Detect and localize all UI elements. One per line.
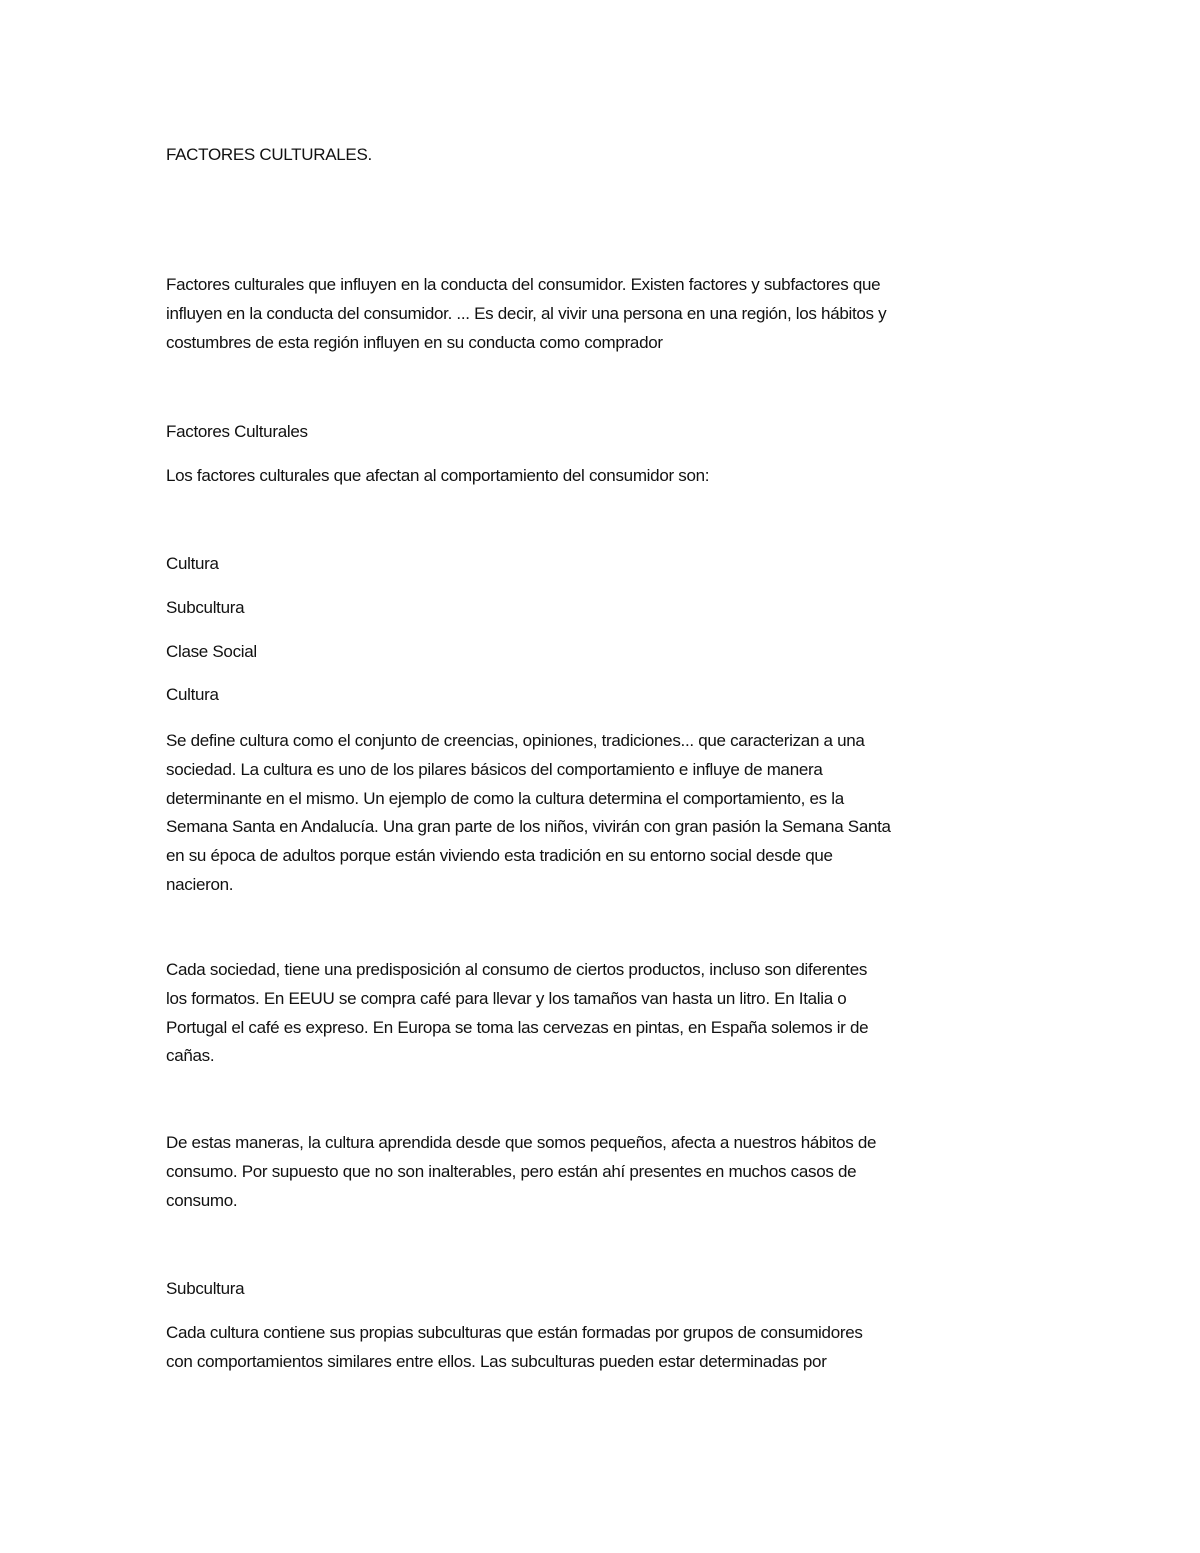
cultura-paragraph-3 [166, 1129, 1046, 1215]
text-line: los formatos. En EEUU se compra café para llevar y los tamaños van hasta un litro. En Italia o [166, 988, 847, 1008]
heading-subcultura [166, 1275, 1046, 1304]
text-line: consumo. Por supuesto que no son inalterables, pero están ahí presentes en muchos casos de [166, 1161, 857, 1181]
text-line: en su época de adultos porque están viviendo esta tradición en su entorno social desde que [166, 846, 833, 866]
text-line: Semana Santa en Andalucía. Una gran parte de los niños, vivirán con gran pasión la Semana Santa [166, 817, 891, 837]
subcultura-paragraph-1 [166, 1319, 1046, 1377]
text-line: De estas maneras, la cultura aprendida desde que somos pequeños, afecta a nuestros hábitos de [166, 1133, 877, 1152]
heading-text: Subcultura [166, 1279, 245, 1298]
text-line: determinante en el mismo. Un ejemplo de como la cultura determina el comportamiento, es la [166, 788, 844, 808]
heading-text: Factores Culturales [166, 422, 308, 441]
text-line: Cada sociedad, tiene una predisposición al consumo de ciertos productos, incluso son diferentes [166, 960, 868, 979]
cultura-paragraph-2 [166, 956, 1046, 1071]
list-item-subcultura [166, 594, 1046, 623]
text-line: Cada cultura contiene sus propias subculturas que están formadas por grupos de consumidores [166, 1323, 863, 1342]
text-line: Se define cultura como el conjunto de creencias, opiniones, tradiciones... que caracterizan a una [166, 731, 865, 750]
heading-cultura [166, 681, 1046, 710]
text-line: consumo. [166, 1190, 238, 1210]
text-line: influyen en la conducta del consumidor. ... Es decir, al vivir una persona en una región, los hábitos y [166, 303, 887, 323]
lead-paragraph [166, 462, 1046, 491]
title-text: FACTORES CULTURALES. [166, 145, 372, 164]
intro-paragraph [166, 271, 1046, 357]
text-line: costumbres de esta región influyen en su conducta como comprador [166, 332, 663, 352]
document-title [166, 141, 1046, 170]
text-line: Factores culturales que influyen en la conducta del consumidor. Existen factores y subfactores que [166, 275, 881, 294]
text-line: Portugal el café es expreso. En Europa se toma las cervezas en pintas, en España solemos ir de [166, 1017, 869, 1037]
cultura-paragraph-1 [166, 727, 1046, 900]
text-line: nacieron. [166, 874, 234, 894]
text-line: Los factores culturales que afectan al comportamiento del consumidor son: [166, 466, 710, 485]
list-item-cultura [166, 550, 1046, 579]
list-item-text: Clase Social [166, 642, 257, 661]
text-line: sociedad. La cultura es uno de los pilares básicos del comportamiento e influye de manera [166, 759, 823, 779]
text-line: con comportamientos similares entre ellos. Las subculturas pueden estar determinadas por [166, 1351, 827, 1371]
text-line: cañas. [166, 1046, 215, 1066]
heading-text: Cultura [166, 685, 219, 704]
list-item-text: Subcultura [166, 598, 245, 617]
heading-factores-culturales [166, 418, 1046, 447]
list-item-text: Cultura [166, 554, 219, 573]
list-item-clase-social [166, 638, 1046, 667]
